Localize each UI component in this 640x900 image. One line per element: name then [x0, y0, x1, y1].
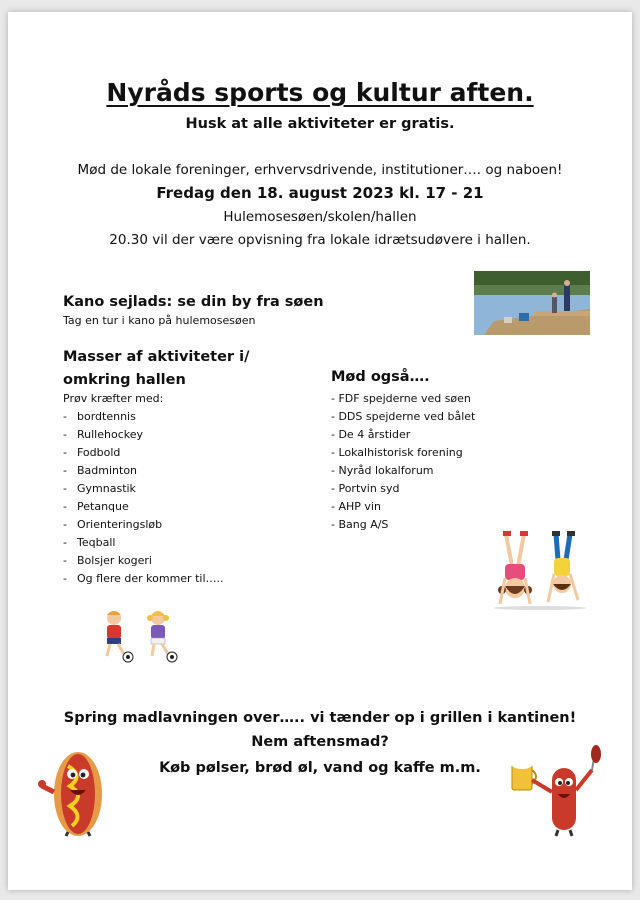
- list-item: - Bolsjer kogeri: [63, 554, 152, 567]
- sausage-beer-illustration: [508, 742, 608, 838]
- handstand-kids-illustration: [490, 530, 590, 610]
- list-item: - Bang A/S: [331, 518, 389, 531]
- list-item: - DDS spejderne ved bålet: [331, 410, 476, 423]
- list-item: - Nyråd lokalforum: [331, 464, 434, 477]
- list-item: - AHP vin: [331, 500, 381, 513]
- show-line: 20.30 vil der være opvisning fra lokale idrætsudøvere i hallen.: [109, 232, 531, 248]
- place-line: Hulemosesøen/skolen/hallen: [223, 209, 417, 225]
- football-kids-illustration: [96, 608, 186, 664]
- activities-list: [63, 390, 224, 588]
- flyer-subtitle: Husk at alle aktiviteter er gratis.: [185, 116, 455, 132]
- also-list: [331, 390, 475, 534]
- list-item: - Badminton: [63, 464, 138, 477]
- meet-line: Mød de lokale foreninger, erhvervsdrivende, institutioner…. og naboen!: [77, 162, 563, 178]
- list-item: - Teqball: [63, 536, 116, 549]
- hotdog-illustration: [38, 746, 110, 838]
- activities-title: Masser af aktiviteter i/ omkring hallen: [63, 349, 250, 388]
- date-line: Fredag den 18. august 2023 kl. 17 - 21: [156, 184, 484, 202]
- flyer-page: [8, 12, 632, 890]
- food-line-2: Nem aftensmad?: [251, 734, 389, 750]
- list-item: - Gymnastik: [63, 482, 136, 495]
- flyer-title: Nyråds sports og kultur aften.: [106, 78, 534, 107]
- list-item: - FDF spejderne ved søen: [331, 392, 471, 405]
- list-item: - Og flere der kommer til…..: [63, 572, 224, 585]
- list-item: - Portvin syd: [331, 482, 400, 495]
- activities-intro: Prøv kræfter med:: [63, 392, 164, 405]
- lake-photo: [474, 271, 590, 335]
- list-item: - Petanque: [63, 500, 129, 513]
- list-item: - Rullehockey: [63, 428, 144, 441]
- list-item: - Fodbold: [63, 446, 121, 459]
- list-item: - bordtennis: [63, 410, 136, 423]
- also-title: Mød også….: [331, 369, 430, 385]
- food-line-1: Spring madlavningen over….. vi tænder op i grillen i kantinen!: [63, 710, 577, 726]
- food-line-3: Køb pølser, brød øl, vand og kaffe m.m.: [159, 760, 481, 776]
- kano-subtitle: Tag en tur i kano på hulemosesøen: [63, 314, 256, 327]
- list-item: - Lokalhistorisk forening: [331, 446, 463, 459]
- kano-title: Kano sejlads: se din by fra søen: [63, 294, 324, 310]
- list-item: - De 4 årstider: [331, 428, 411, 441]
- list-item: - Orienteringsløb: [63, 518, 163, 531]
